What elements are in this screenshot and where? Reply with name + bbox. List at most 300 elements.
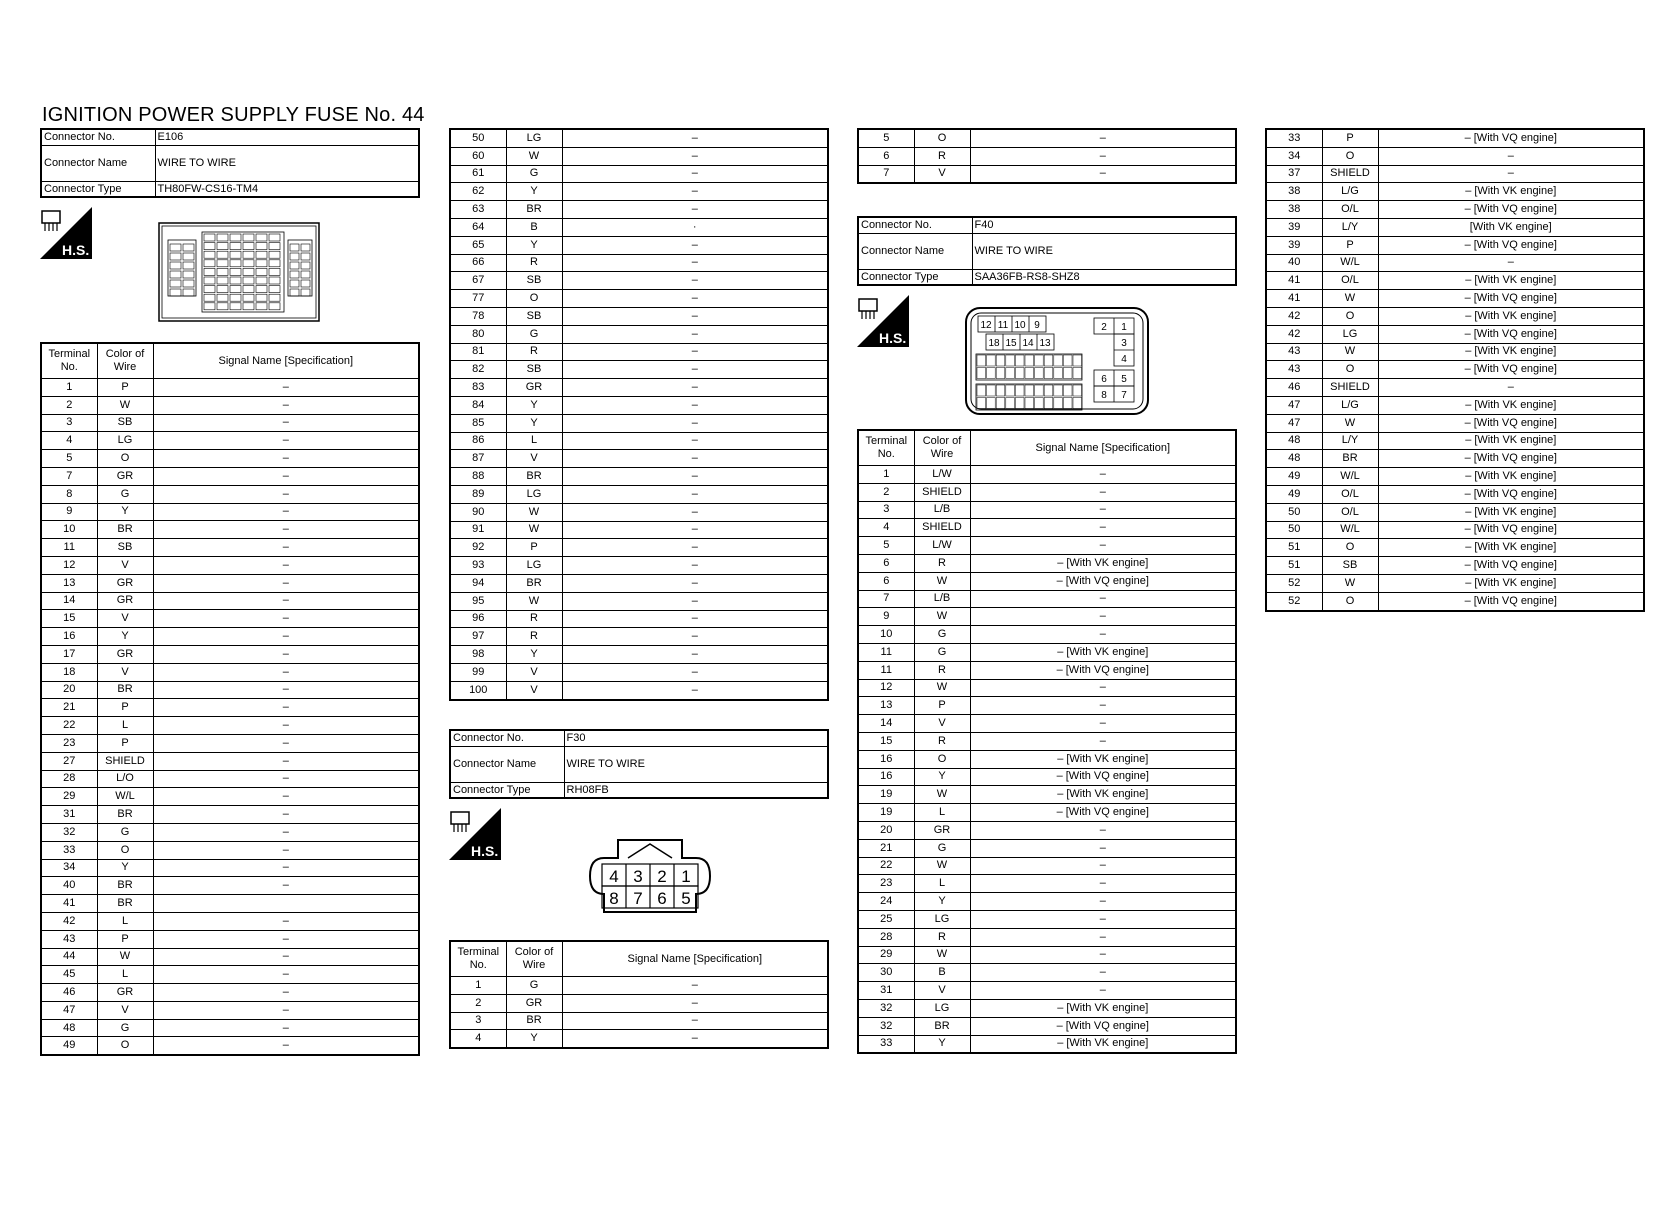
wire-color-cell: BR [97,806,153,824]
terminal-no-cell: 18 [41,663,97,681]
signal-name-cell: – [970,590,1236,608]
signal-name-cell: – [562,539,828,557]
pin-label: 11 [997,320,1009,331]
table-row [41,948,419,966]
table-row [858,697,1236,715]
signal-name-cell: – [153,556,419,574]
terminal-no-cell: 32 [41,823,97,841]
wire-color-cell: L/B [914,501,970,519]
table-row [1266,592,1644,610]
terminal-table-f40-cont-wrap [1265,128,1645,612]
signal-name-cell: – [562,183,828,201]
signal-name-cell: – [562,468,828,486]
wire-color-cell: W [506,521,562,539]
terminal-no-cell: 2 [858,483,914,501]
signal-name-cell: – [970,608,1236,626]
signal-name-cell: – [With VK engine] [970,750,1236,768]
wire-color-cell: O [1322,147,1378,165]
table-row [858,679,1236,697]
pin-label: 3 [1121,338,1127,349]
terminal-table-e106-part1 [40,342,420,1056]
table-row [41,734,419,752]
wire-color-cell: L/G [1322,396,1378,414]
wire-color-cell: O [97,1037,153,1055]
signal-name-cell: – [153,823,419,841]
connector-name-label: Connector Name [41,145,155,181]
table-row [1266,539,1644,557]
signal-name-cell: – [153,912,419,930]
table-row [41,450,419,468]
terminal-no-cell: 1 [858,466,914,484]
table-row [41,592,419,610]
terminal-no-cell: 6 [858,147,914,165]
table-row [450,574,828,592]
signal-name-cell: – [With VQ engine] [1378,521,1644,539]
connector-type-label: Connector Type [41,181,155,197]
wire-color-cell: P [1322,236,1378,254]
wire-color-cell: BR [97,681,153,699]
signal-name-cell: – [With VK engine] [1378,272,1644,290]
terminal-no-cell: 5 [858,129,914,147]
signal-name-cell: – [970,893,1236,911]
wire-color-cell: O [1322,592,1378,610]
table-row [450,557,828,575]
signal-name-cell: – [562,396,828,414]
table-row [450,165,828,183]
signal-name-cell: – [562,1030,828,1048]
signal-name-cell: – [153,984,419,1002]
terminal-no-cell: 4 [450,1030,506,1048]
wire-color-cell: W [1322,290,1378,308]
wire-color-cell: L/Y [1322,218,1378,236]
signal-name-cell: – [562,343,828,361]
terminal-no-cell: 31 [858,982,914,1000]
signal-name-cell: – [562,361,828,379]
signal-name-cell: – [With VK engine] [1378,396,1644,414]
terminal-no-cell: 47 [1266,396,1322,414]
signal-name-cell: – [1378,254,1644,272]
wire-color-cell: V [506,450,562,468]
terminal-no-cell: 43 [1266,361,1322,379]
signal-name-cell: – [With VQ engine] [1378,450,1644,468]
signal-name-cell: – [With VK engine] [970,999,1236,1017]
terminal-table-f30-cont-wrap [857,128,1237,184]
table-row [858,875,1236,893]
wire-color-cell: SHIELD [914,519,970,537]
signal-name-cell: – [1378,379,1644,397]
signal-name-cell: – [562,236,828,254]
terminal-table-e106-part2-wrap [449,128,829,701]
terminal-no-cell: 4 [41,432,97,450]
signal-name-cell: – [With VK engine] [1378,343,1644,361]
wire-color-cell: SB [506,272,562,290]
terminal-no-cell: 7 [41,467,97,485]
signal-name-cell: – [970,165,1236,183]
terminal-no-cell: 28 [41,770,97,788]
table-row [41,379,419,397]
terminal-no-cell: 15 [41,610,97,628]
pin-label: 12 [980,320,992,331]
wire-color-cell: P [914,697,970,715]
table-row [858,999,1236,1017]
signal-name-cell: – [153,948,419,966]
terminal-no-cell: 49 [1266,485,1322,503]
signal-name-cell: – [562,485,828,503]
table-row [41,699,419,717]
wire-color-cell: BR [97,895,153,913]
signal-name-cell: – [970,964,1236,982]
terminal-no-header: Terminal No. [450,941,506,977]
wire-color-cell: O [97,841,153,859]
signal-name-cell: – [562,628,828,646]
terminal-no-cell: 11 [41,539,97,557]
table-row [858,910,1236,928]
wire-color-cell: L [97,966,153,984]
signal-name-cell: – [153,663,419,681]
table-row [1266,307,1644,325]
terminal-no-cell: 45 [41,966,97,984]
table-row [41,574,419,592]
signal-name-cell: – [153,1019,419,1037]
hs-badge-label: H.S. [62,242,90,258]
terminal-no-cell: 41 [1266,272,1322,290]
signal-name-cell: – [153,841,419,859]
pin-label: 3 [633,867,643,886]
wire-color-cell: L/O [97,770,153,788]
signal-name-cell: – [562,610,828,628]
terminal-no-cell: 19 [858,804,914,822]
signal-name-cell [153,895,419,913]
terminal-no-cell: 52 [1266,592,1322,610]
terminal-no-cell: 48 [41,1019,97,1037]
signal-name-cell: – [153,859,419,877]
signal-name-header: Signal Name [Specification] [562,941,828,977]
signal-name-cell: – [562,646,828,664]
wire-color-cell: V [97,1001,153,1019]
wire-color-cell: L [914,875,970,893]
table-row [450,521,828,539]
wire-color-cell: L [97,717,153,735]
color-of-wire-header: Color of Wire [914,430,970,466]
terminal-no-cell: 20 [41,681,97,699]
table-row [450,254,828,272]
table-row [41,1037,419,1055]
terminal-no-cell: 47 [1266,414,1322,432]
wire-color-cell: Y [914,893,970,911]
pin-label: 6 [657,889,667,908]
signal-name-cell: – [153,770,419,788]
terminal-no-cell: 80 [450,325,506,343]
signal-name-cell: – [153,610,419,628]
terminal-no-cell: 78 [450,307,506,325]
terminal-no-cell: 41 [1266,290,1322,308]
signal-name-cell: – [562,290,828,308]
wire-color-cell: G [506,977,562,995]
terminal-no-cell: 47 [41,1001,97,1019]
wire-color-cell: R [914,928,970,946]
connector-type-label: Connector Type [858,269,972,285]
terminal-no-cell: 11 [858,643,914,661]
signal-name-cell: – [562,325,828,343]
terminal-no-cell: 7 [858,165,914,183]
terminal-no-cell: 9 [41,503,97,521]
pin-label: 4 [1121,354,1127,365]
pin-label: 6 [1101,374,1107,385]
signal-name-cell: – [970,732,1236,750]
signal-name-cell: – [With VQ engine] [1378,290,1644,308]
terminal-no-cell: 2 [450,994,506,1012]
signal-name-cell: – [With VK engine] [1378,503,1644,521]
connector-no-label: Connector No. [858,217,972,233]
table-row [41,841,419,859]
terminal-no-cell: 1 [450,977,506,995]
wire-color-cell: Y [506,646,562,664]
connector-e106-face-icon [158,222,320,322]
terminal-no-cell: 23 [41,734,97,752]
hs-badge-label: H.S. [471,843,499,859]
terminal-no-cell: 21 [858,839,914,857]
signal-name-cell: – [562,414,828,432]
terminal-no-cell: 5 [858,537,914,555]
table-row [1266,129,1644,147]
table-row [1266,254,1644,272]
terminal-no-cell: 16 [858,768,914,786]
table-row [41,503,419,521]
terminal-no-cell: 84 [450,396,506,414]
wire-color-cell: SB [506,307,562,325]
signal-name-cell: – [With VQ engine] [970,661,1236,679]
signal-name-cell: – [With VK engine] [970,1035,1236,1053]
pin-label: 10 [1014,320,1026,331]
signal-name-cell: – [562,272,828,290]
table-row [1266,521,1644,539]
signal-name-cell: – [1378,165,1644,183]
terminal-no-cell: 40 [1266,254,1322,272]
wire-color-cell: O [914,750,970,768]
signal-name-cell: – [With VQ engine] [1378,485,1644,503]
terminal-no-cell: 89 [450,485,506,503]
terminal-table-f30 [449,940,829,1049]
wire-color-cell: GR [506,379,562,397]
wire-color-cell: BR [97,521,153,539]
terminal-no-cell: 43 [41,930,97,948]
pin-label: 8 [609,889,619,908]
terminal-no-cell: 61 [450,165,506,183]
terminal-no-cell: 12 [858,679,914,697]
wire-color-cell: SHIELD [97,752,153,770]
terminal-no-cell: 21 [41,699,97,717]
table-row [1266,290,1644,308]
wire-color-cell: R [914,661,970,679]
signal-name-cell: – [153,485,419,503]
signal-name-cell: – [With VK engine] [1378,183,1644,201]
signal-name-cell: – [970,910,1236,928]
table-row [41,895,419,913]
terminal-no-cell: 67 [450,272,506,290]
wire-color-cell: Y [506,414,562,432]
terminal-no-cell: 87 [450,450,506,468]
wire-color-cell: G [914,643,970,661]
signal-name-cell: – [562,977,828,995]
connector-no-label: Connector No. [450,730,564,746]
connector-type-value: RH08FB [564,782,828,798]
signal-name-cell: – [970,519,1236,537]
terminal-no-cell: 38 [1266,183,1322,201]
signal-name-cell: – [970,537,1236,555]
terminal-no-cell: 3 [858,501,914,519]
wire-color-cell: GR [97,467,153,485]
wire-color-cell: V [97,556,153,574]
table-row [450,1012,828,1030]
signal-name-cell: – [562,663,828,681]
wire-color-cell: GR [914,821,970,839]
wire-color-cell: V [97,610,153,628]
signal-name-cell: – [970,483,1236,501]
table-row [41,1019,419,1037]
signal-name-cell: – [970,857,1236,875]
terminal-no-cell: 98 [450,646,506,664]
connector-no-value: F30 [564,730,828,746]
terminal-no-cell: 39 [1266,236,1322,254]
table-row [450,977,828,995]
wire-color-cell: SHIELD [914,483,970,501]
terminal-no-cell: 8 [41,485,97,503]
terminal-no-cell: 28 [858,928,914,946]
wire-color-cell: L [914,804,970,822]
table-row [450,147,828,165]
terminal-no-cell: 44 [41,948,97,966]
terminal-no-cell: 10 [858,626,914,644]
wire-color-cell: W [914,679,970,697]
terminal-no-cell: 86 [450,432,506,450]
terminal-no-cell: 96 [450,610,506,628]
table-row [858,1017,1236,1035]
table-row [858,572,1236,590]
connector-f40-face-icon [964,306,1150,416]
signal-name-cell: – [970,928,1236,946]
signal-name-cell: – [562,129,828,147]
terminal-no-cell: 12 [41,556,97,574]
terminal-no-cell: 90 [450,503,506,521]
wire-color-cell: R [506,254,562,272]
signal-name-cell: – [153,752,419,770]
pin-label: 15 [1005,338,1017,349]
table-row [858,661,1236,679]
terminal-no-cell: 81 [450,343,506,361]
terminal-table-f40-cont [1265,128,1645,612]
terminal-no-cell: 15 [858,732,914,750]
wire-color-cell: BR [506,201,562,219]
signal-name-cell: – [With VK engine] [1378,539,1644,557]
terminal-table-f30-wrap [449,940,829,1049]
wire-color-cell: R [914,554,970,572]
terminal-no-cell: 43 [1266,343,1322,361]
signal-name-cell: – [970,839,1236,857]
wire-color-cell: W/L [1322,254,1378,272]
table-row [858,608,1236,626]
wire-color-cell: LG [506,485,562,503]
wire-color-cell: SB [97,539,153,557]
table-row [858,519,1236,537]
terminal-no-cell: 100 [450,681,506,699]
wire-color-cell: LG [506,557,562,575]
signal-name-cell: – [562,201,828,219]
table-row [1266,450,1644,468]
terminal-no-cell: 10 [41,521,97,539]
pin-label: 13 [1039,338,1051,349]
signal-name-cell: – [With VK engine] [970,643,1236,661]
wire-color-cell: BR [506,468,562,486]
wire-color-cell: BR [914,1017,970,1035]
wire-color-cell: LG [1322,325,1378,343]
terminal-no-cell: 31 [41,806,97,824]
signal-name-cell: – [562,450,828,468]
terminal-no-cell: 51 [1266,539,1322,557]
wire-color-cell: O [1322,307,1378,325]
table-row [858,554,1236,572]
terminal-no-cell: 24 [858,893,914,911]
terminal-no-cell: 22 [858,857,914,875]
signal-name-cell: – [153,645,419,663]
wire-color-cell: R [506,628,562,646]
wire-color-cell: L/G [1322,183,1378,201]
wire-color-cell: G [506,325,562,343]
pin-label: 5 [1121,374,1127,385]
signal-name-cell: – [153,450,419,468]
wire-color-cell: L/B [914,590,970,608]
terminal-no-cell: 23 [858,875,914,893]
wire-color-cell: P [506,539,562,557]
wire-color-cell: L/Y [1322,432,1378,450]
signal-name-header: Signal Name [Specification] [153,343,419,379]
wire-color-cell: B [914,964,970,982]
table-row [858,715,1236,733]
signal-name-cell: – [562,165,828,183]
terminal-no-cell: 25 [858,910,914,928]
terminal-no-cell: 64 [450,218,506,236]
color-of-wire-header: Color of Wire [506,941,562,977]
table-row [41,521,419,539]
terminal-no-cell: 1 [41,379,97,397]
table-row [450,450,828,468]
terminal-no-cell: 14 [858,715,914,733]
pin-label: 2 [1101,322,1107,333]
connector-info-e106 [40,128,420,198]
terminal-no-header: Terminal No. [41,343,97,379]
terminal-no-cell: 9 [858,608,914,626]
terminal-no-cell: 49 [41,1037,97,1055]
table-row [1266,201,1644,219]
signal-name-cell: – [153,503,419,521]
signal-name-cell: – [562,432,828,450]
terminal-no-cell: 66 [450,254,506,272]
terminal-table-f40-wrap [857,429,1237,1054]
signal-name-cell: – [With VK engine] [970,554,1236,572]
pin-label: 9 [1034,320,1040,331]
terminal-no-cell: 62 [450,183,506,201]
table-row [41,396,419,414]
wire-color-cell: G [506,165,562,183]
table-row [450,201,828,219]
signal-name-cell: – [970,946,1236,964]
signal-name-cell: – [With VQ engine] [1378,129,1644,147]
table-row [1266,361,1644,379]
signal-name-cell: – [153,699,419,717]
terminal-no-cell: 49 [1266,468,1322,486]
wire-color-cell: W [97,396,153,414]
wire-color-cell: Y [97,859,153,877]
table-row [858,839,1236,857]
